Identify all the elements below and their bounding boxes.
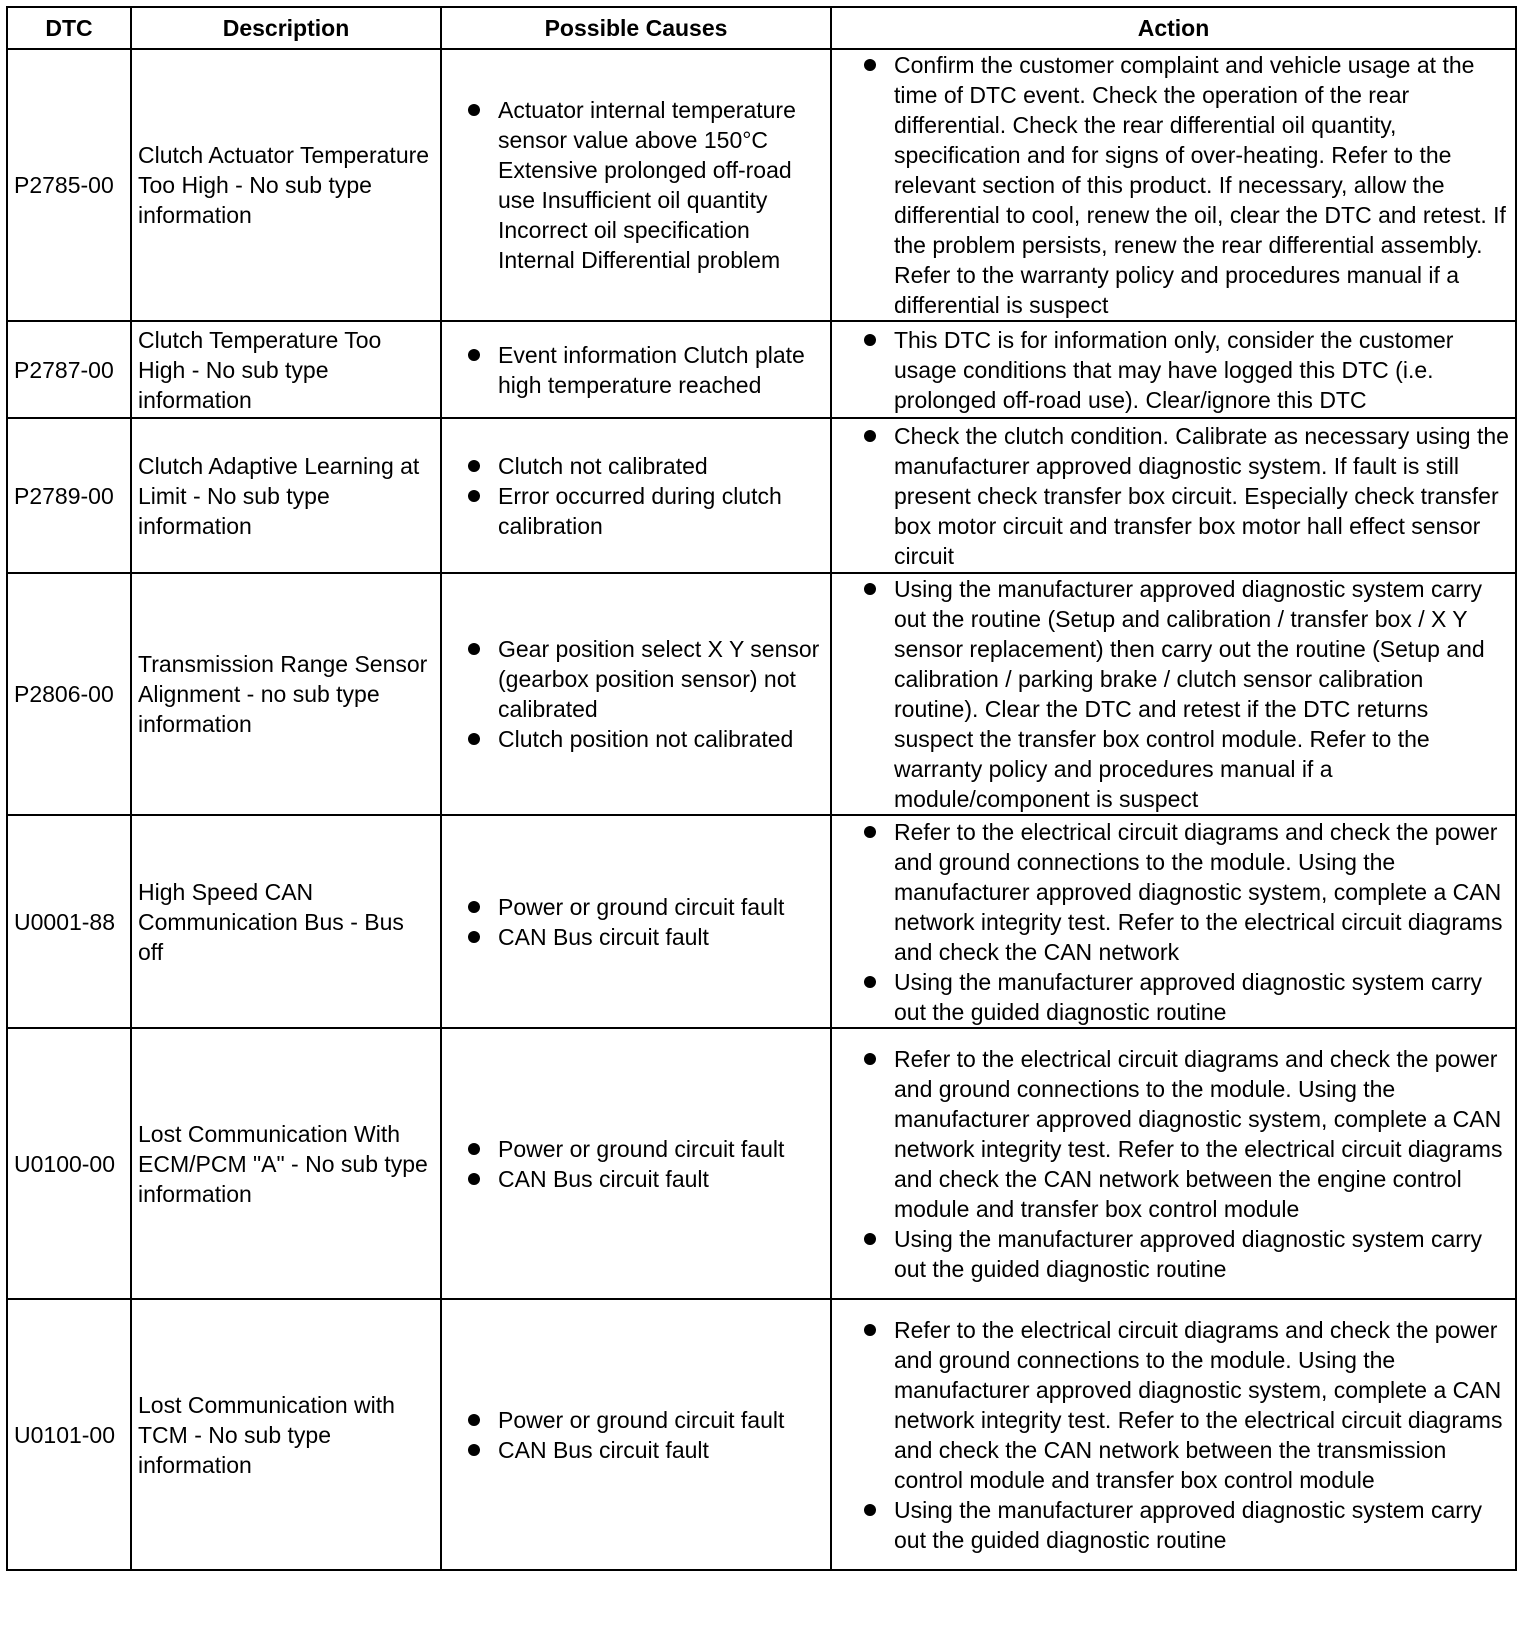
dtc-description: Lost Communication with TCM - No sub type information — [131, 1299, 441, 1570]
action-cell — [831, 321, 1516, 418]
cause-item: CAN Bus circuit fault — [448, 922, 824, 952]
action-item: Using the manufacturer approved diagnostic system carry out the guided diagnostic routine — [838, 1224, 1509, 1284]
action-item: This DTC is for information only, consider the customer usage conditions that may have logged this DTC (i.e. prolonged off-road use). Clear/ignore this DTC — [838, 325, 1509, 415]
dtc-description: Clutch Actuator Temperature Too High - No sub type information — [131, 49, 441, 321]
cause-item: Gear position select X Y sensor (gearbox position sensor) not calibrated — [448, 634, 824, 724]
dtc-code: U0001-88 — [7, 815, 131, 1028]
dtc-description: Transmission Range Sensor Alignment - no sub type information — [131, 573, 441, 815]
possible-causes-cell — [441, 418, 831, 573]
header-row — [7, 7, 1516, 49]
cause-item: Event information Clutch plate high temperature reached — [448, 340, 824, 400]
table-row — [7, 1299, 1516, 1570]
action-cell — [831, 1299, 1516, 1570]
action-item: Using the manufacturer approved diagnostic system carry out the routine (Setup and calibration / transfer box / X Y sensor replacement) then carry out the routine (Setup and calibration / parking brake / clutch sensor calibration routine). Clear the DTC and retest if the DTC returns suspect the transfer box control module. Refer to the warranty policy and procedures manual if a module/component is suspect — [838, 574, 1509, 814]
dtc-code: P2787-00 — [7, 321, 131, 418]
header-dtc: DTC — [7, 7, 131, 49]
table-row — [7, 418, 1516, 573]
possible-causes-cell — [441, 1028, 831, 1299]
dtc-code: P2789-00 — [7, 418, 131, 573]
cause-item: Power or ground circuit fault — [448, 1405, 824, 1435]
dtc-code: P2806-00 — [7, 573, 131, 815]
cause-item: Clutch not calibrated — [448, 451, 824, 481]
possible-causes-cell — [441, 573, 831, 815]
header-description: Description — [131, 7, 441, 49]
action-item: Check the clutch condition. Calibrate as necessary using the manufacturer approved diagnostic system. If fault is still present check transfer box circuit. Especially check transfer box motor circuit and transfer box motor hall effect sensor circuit — [838, 421, 1509, 571]
cause-item: Clutch position not calibrated — [448, 724, 824, 754]
dtc-code: P2785-00 — [7, 49, 131, 321]
action-cell — [831, 573, 1516, 815]
cause-item: Error occurred during clutch calibration — [448, 481, 824, 541]
cause-item: Power or ground circuit fault — [448, 1134, 824, 1164]
cause-item: CAN Bus circuit fault — [448, 1164, 824, 1194]
action-item: Refer to the electrical circuit diagrams and check the power and ground connections to the module. Using the manufacturer approved diagnostic system, complete a CAN network integrity test. Refer to the electrical circuit diagrams and check the CAN network — [838, 817, 1509, 967]
dtc-code: U0101-00 — [7, 1299, 131, 1570]
header-possible-causes: Possible Causes — [441, 7, 831, 49]
action-item: Using the manufacturer approved diagnostic system carry out the guided diagnostic routine — [838, 1495, 1509, 1555]
dtc-description: High Speed CAN Communication Bus - Bus off — [131, 815, 441, 1028]
action-cell — [831, 1028, 1516, 1299]
cause-item: Power or ground circuit fault — [448, 892, 824, 922]
action-item: Refer to the electrical circuit diagrams and check the power and ground connections to the module. Using the manufacturer approved diagnostic system, complete a CAN network integrity test. Refer to the electrical circuit diagrams and check the CAN network between the transmission control module and transfer box control module — [838, 1315, 1509, 1495]
possible-causes-cell — [441, 1299, 831, 1570]
table-row — [7, 573, 1516, 815]
dtc-description: Clutch Temperature Too High - No sub type information — [131, 321, 441, 418]
dtc-description: Clutch Adaptive Learning at Limit - No sub type information — [131, 418, 441, 573]
action-cell — [831, 418, 1516, 573]
table-row — [7, 49, 1516, 321]
cause-item: CAN Bus circuit fault — [448, 1435, 824, 1465]
header-action: Action — [831, 7, 1516, 49]
dtc-code: U0100-00 — [7, 1028, 131, 1299]
action-item: Using the manufacturer approved diagnostic system carry out the guided diagnostic routine — [838, 967, 1509, 1027]
table-row — [7, 815, 1516, 1028]
action-item: Confirm the customer complaint and vehicle usage at the time of DTC event. Check the operation of the rear differential. Check the rear differential oil quantity, specification and for signs of over-heating. Refer to the relevant section of this product. If necessary, allow the differential to cool, renew the oil, clear the DTC and retest. If the problem persists, renew the rear differential assembly. Refer to the warranty policy and procedures manual if a differential is suspect — [838, 50, 1509, 320]
possible-causes-cell — [441, 49, 831, 321]
dtc-table — [6, 6, 1517, 1571]
action-item: Refer to the electrical circuit diagrams and check the power and ground connections to the module. Using the manufacturer approved diagnostic system, complete a CAN network integrity test. Refer to the electrical circuit diagrams and check the CAN network between the engine control module and transfer box control module — [838, 1044, 1509, 1224]
action-cell — [831, 815, 1516, 1028]
possible-causes-cell — [441, 815, 831, 1028]
dtc-description: Lost Communication With ECM/PCM "A" - No sub type information — [131, 1028, 441, 1299]
action-cell — [831, 49, 1516, 321]
table-row — [7, 321, 1516, 418]
cause-item: Actuator internal temperature sensor value above 150°C Extensive prolonged off-road use Insufficient oil quantity Incorrect oil specification Internal Differential problem — [448, 95, 824, 275]
possible-causes-cell — [441, 321, 831, 418]
table-row — [7, 1028, 1516, 1299]
